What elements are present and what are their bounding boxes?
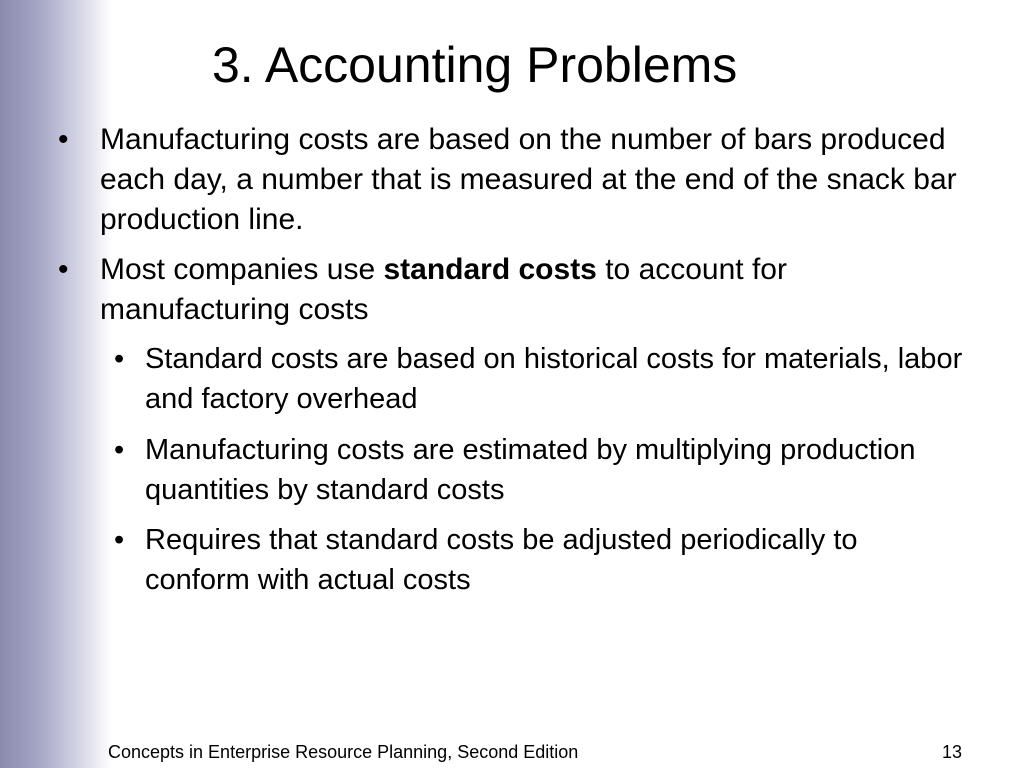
bullet-text-bold: standard costs — [383, 253, 597, 286]
bullet-dot: • — [58, 123, 69, 156]
sub-bullet-item — [114, 430, 965, 510]
footer-page-number: 13 — [942, 742, 963, 762]
bullet-item — [58, 120, 960, 240]
sub-bullet-text: Manufacturing costs are estimated by multiplying production quantities by standard costs — [145, 434, 916, 506]
bullet-text: Manufacturing costs are based on the number of bars produced each day, a number that is measured at the end of the snack bar production line. — [100, 123, 957, 236]
bullet-text-after: to account for manufacturing costs — [100, 253, 787, 326]
sub-bullet-item — [114, 339, 965, 419]
bullet-text-before: Most companies use — [100, 253, 384, 286]
sub-bullet-text: Requires that standard costs be adjusted periodically to conform with actual costs — [145, 524, 858, 596]
footer-book-title: Concepts in Enterprise Resource Planning, Second Edition — [108, 742, 579, 762]
sub-bullet-item — [114, 520, 965, 600]
bullet-dot: • — [58, 253, 69, 286]
sub-bullet-text: Standard costs are based on historical costs for materials, labor and factory overhead — [145, 343, 963, 415]
bullet-dot: • — [114, 343, 125, 375]
bullet-dot: • — [114, 524, 125, 556]
bullet-dot: • — [114, 434, 125, 466]
sidebar-gradient-decoration — [0, 0, 112, 768]
bullet-item — [58, 250, 960, 330]
slide-title: 3. Accounting Problems — [212, 37, 738, 93]
